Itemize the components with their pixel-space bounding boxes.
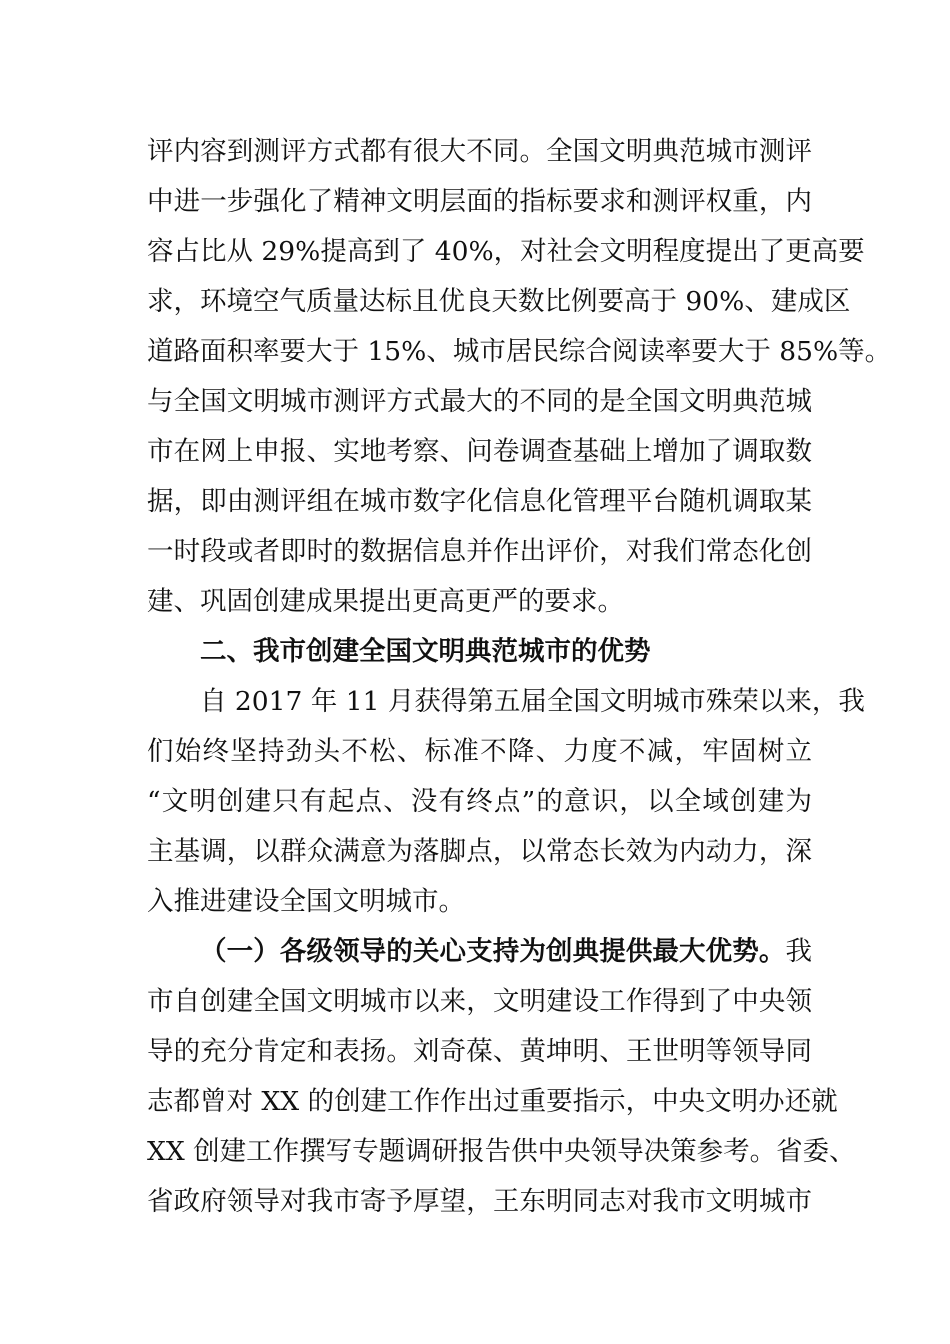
text-line: 市自创建全国文明城市以来，文明建设工作得到了中央领 bbox=[147, 986, 812, 1017]
text-line: “文明创建只有起点、没有终点”的意识，以全域创建为 bbox=[147, 786, 812, 817]
text-line: 道路面积率要大于 15%、城市居民综合阅读率要大于 85%等。 bbox=[147, 336, 892, 367]
text-line: 志都曾对 XX 的创建工作作出过重要指示，中央文明办还就 bbox=[147, 1086, 838, 1117]
text-line: XX 创建工作撰写专题调研报告供中央领导决策参考。省委、 bbox=[147, 1136, 856, 1167]
text-line: 自 2017 年 11 月获得第五届全国文明城市殊荣以来，我 bbox=[200, 686, 865, 717]
paragraph-3 bbox=[147, 927, 856, 1227]
text-line: 一时段或者即时的数据信息并作出评价，对我们常态化创 bbox=[147, 536, 812, 567]
text-run: 我 bbox=[785, 936, 812, 967]
text-line: 入推进建设全国文明城市。 bbox=[147, 886, 465, 917]
text-line: 评内容到测评方式都有很大不同。全国文明典范城市测评 bbox=[147, 136, 812, 167]
paragraph-2 bbox=[147, 677, 865, 927]
text-line: 建、巩固创建成果提出更高更严的要求。 bbox=[147, 586, 624, 617]
text-line: 市在网上申报、实地考察、问卷调查基础上增加了调取数 bbox=[147, 436, 812, 467]
paragraph-1 bbox=[147, 127, 892, 627]
text-line: 省政府领导对我市寄予厚望，王东明同志对我市文明城市 bbox=[147, 1186, 812, 1217]
subsection-heading: （一）各级领导的关心支持为创典提供最大优势。 bbox=[200, 936, 786, 967]
text-line: 与全国文明城市测评方式最大的不同的是全国文明典范城 bbox=[147, 386, 812, 417]
document-body bbox=[147, 127, 892, 1227]
section-heading: 二、我市创建全国文明典范城市的优势 bbox=[200, 636, 651, 667]
text-line: 容占比从 29%提高到了 40%，对社会文明程度提出了更高要 bbox=[147, 236, 865, 267]
text-line: 中进一步强化了精神文明层面的指标要求和测评权重，内 bbox=[147, 186, 812, 217]
text-line: 求，环境空气质量达标且优良天数比例要高于 90%、建成区 bbox=[147, 286, 851, 317]
text-line: 据，即由测评组在城市数字化信息化管理平台随机调取某 bbox=[147, 486, 812, 517]
text-line: 主基调，以群众满意为落脚点，以常态长效为内动力，深 bbox=[147, 836, 812, 867]
text-line: 们始终坚持劲头不松、标准不降、力度不减，牢固树立 bbox=[147, 736, 812, 767]
text-line: 导的充分肯定和表扬。刘奇葆、黄坤明、王世明等领导同 bbox=[147, 1036, 812, 1067]
text-line bbox=[147, 927, 812, 977]
